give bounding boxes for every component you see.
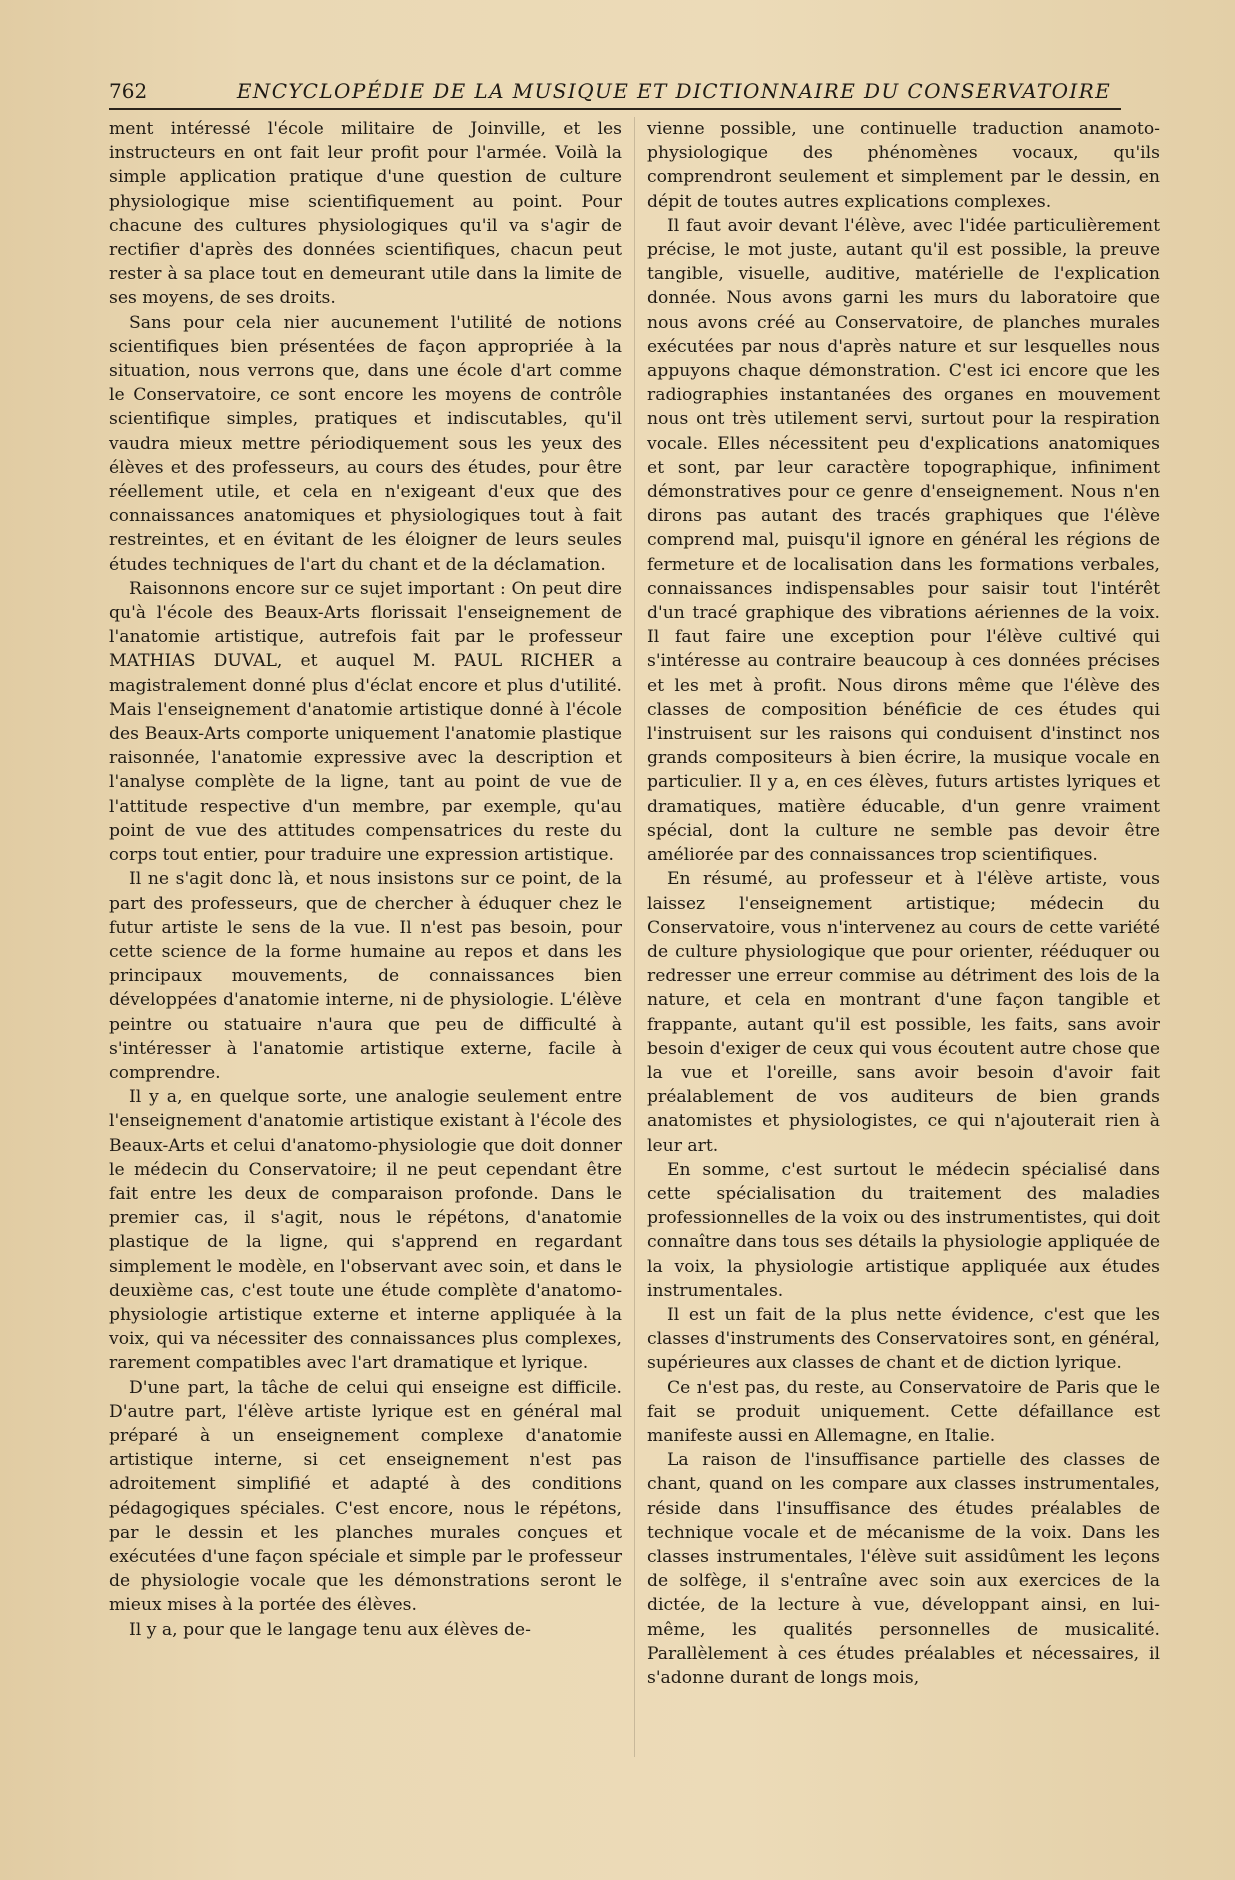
paragraph: En somme, c'est surtout le médecin spécialisé dans cette spécialisation du traitement des maladies professionnelles de la voix ou des instrumentistes, qui doit connaître dans tous ses détails la physiologie appliquée de la voix, la physiologie artistique appliquée aux études instrumentales. bbox=[647, 1159, 1160, 1301]
running-title: ENCYCLOPÉDIE DE LA MUSIQUE ET DICTIONNAIRE DU CONSERVATOIRE bbox=[236, 79, 1112, 103]
running-header bbox=[109, 78, 1121, 110]
paragraph: D'une part, la tâche de celui qui enseigne est difficile. D'autre part, l'élève artiste lyrique est en général mal préparé à un enseignement complexe d'anatomie artistique interne, si cet enseignement n'est pas adroitement simplifié et adapté à des conditions pédagogiques spéciales. C'est encore, nous le répétons, par le dessin et les planches murales conçues et exécutées d'une façon spéciale et simple par le professeur de physiologie vocale que les démonstrations seront le mieux mises à la portée des élèves. bbox=[109, 1377, 622, 1616]
left-column bbox=[109, 117, 622, 1642]
right-column bbox=[647, 117, 1160, 1690]
paragraph: En résumé, au professeur et à l'élève artiste, vous laissez l'enseignement artistique; médecin du Conservatoire, vous n'intervenez au cours de cette variété de culture physiologique que pour orienter, rééduquer ou redresser une erreur commise au détriment des lois de la nature, et cela en montrant d'une façon tangible et frappante, autant qu'il est possible, les faits, sans avoir besoin d'exiger de ceux qui vous écoutent autre chose que la vue et l'oreille, sans avoir besoin d'avoir fait préalablement de vos auditeurs de bien grands anatomistes et physiologistes, ce qui n'ajouterait rien à leur art. bbox=[647, 869, 1160, 1156]
paragraph: Raisonnons encore sur ce sujet important : On peut dire qu'à l'école des Beaux-Arts florissait l'enseignement de l'anatomie artistique, autrefois fait par le professeur MATHIAS DUVAL, et auquel M. PAUL RICHER a magistralement donné plus d'éclat encore et plus d'utilité. Mais l'enseignement d'anatomie artistique donné à l'école des Beaux-Arts comporte uniquement l'anatomie plastique raisonnée, l'anatomie expressive avec la description et l'analyse complète de la ligne, tant au point de vue de l'attitude respective d'un membre, par exemple, qu'au point de vue des attitudes compensatrices du reste du corps tout entier, pour traduire une expression artistique. bbox=[109, 578, 622, 866]
paragraph: Sans pour cela nier aucunement l'utilité de notions scientifiques bien présentées de façon appropriée à la situation, nous verrons que, dans une école d'art comme le Conservatoire, ce sont encore les moyens de contrôle scientifique simples, pratiques et indiscutables, qu'il vaudra mieux mettre périodiquement sous les yeux des élèves et des professeurs, au cours des études, pour être réellement utile, et cela en n'exigeant d'eux que des connaissances anatomiques et physiologiques tout à fait restreintes, et en évitant de les éloigner de leurs seules études techniques de l'art du chant et de la déclamation. bbox=[109, 312, 622, 575]
paragraph: Il est un fait de la plus nette évidence, c'est que les classes d'instruments des Conservatoires sont, en général, supérieures aux classes de chant et de diction lyrique. bbox=[647, 1304, 1160, 1374]
paragraph: Il y a, pour que le langage tenu aux élèves de- bbox=[129, 1619, 531, 1640]
column-divider bbox=[634, 117, 635, 1757]
paragraph: La raison de l'insuffisance partielle des classes de chant, quand on les compare aux classes instrumentales, réside dans l'insuffisance des études préalables de technique vocale et de mécanisme de la voix. Dans les classes instrumentales, l'élève suit assidûment les leçons de solfège, il s'entraîne avec soin aux exercices de la dictée, de la lecture à vue, développant ainsi, en lui-même, les qualités personnelles de musicalité. Parallèlement à ces études préalables et nécessaires, il s'adonne durant de longs mois, bbox=[647, 1450, 1160, 1688]
paragraph: Il ne s'agit donc là, et nous insistons sur ce point, de la part des professeurs, que de chercher à éduquer chez le futur artiste le sens de la vue. Il n'est pas besoin, pour cette science de la forme humaine au repos et dans les principaux mouvements, de connaissances bien développées d'anatomie interne, ni de physiologie. L'élève peintre ou statuaire n'aura que peu de difficulté à s'intéresser à l'anatomie artistique externe, facile à comprendre. bbox=[109, 869, 622, 1083]
paragraph: vienne possible, une continuelle traduction anamoto-physiologique des phénomènes vocaux, qu'ils comprendront seulement et simplement par le dessin, en dépit de toutes autres explications complexes. bbox=[647, 119, 1160, 212]
paragraph: ment intéressé l'école militaire de Joinville, et les instructeurs en ont fait leur profit pour l'armée. Voilà la simple application pratique d'une question de culture physiologique mise scientifiquement au point. Pour chacune des cultures physiologiques qu'il va s'agir de rectifier d'après des données scientifiques, chacun peut rester à sa place tout en demeurant utile dans la limite de ses moyens, de ses droits. bbox=[109, 119, 622, 309]
paragraph: Ce n'est pas, du reste, au Conservatoire de Paris que le fait se produit uniquement. Cette défaillance est manifeste aussi en Allemagne, en Italie. bbox=[647, 1377, 1160, 1446]
paragraph: Il faut avoir devant l'élève, avec l'idée particulièrement précise, le mot juste, autant qu'il est possible, la preuve tangible, visuelle, auditive, matérielle de l'explication donnée. Nous avons garni les murs du laboratoire que nous avons créé au Conservatoire, de planches murales exécutées par nous d'après nature et sur lesquelles nous appuyons chaque démonstration. C'est ici encore que les radiographies instantanées des organes en mouvement nous ont très utilement servi, surtout pour la respiration vocale. Elles nécessitent peu d'explications anatomiques et sont, par leur caractère topographique, infiniment démonstratives pour ce genre d'enseignement. Nous n'en dirons pas autant des tracés graphiques que l'élève comprend mal, puisqu'il ignore en général les régions de fermeture et de localisation dans les formations verbales, connaissances indispensables pour saisir tout l'intérêt d'un tracé graphique des vibrations aériennes de la voix. Il faut faire une exception pour l'élève cultivé qui s'intéresse au contraire beaucoup à ces données précises et les met à profit. Nous dirons même que l'élève des classes de composition bénéficie de ces études qui l'instruisent sur les raisons qui conduisent d'instinct nos grands compositeurs à bien écrire, la musique vocale en particulier. Il y a, en ces élèves, futurs artistes lyriques et dramatiques, matière éducable, d'un genre vraiment spécial, dont la culture ne semble pas devoir être améliorée par des connaissances trop scientifiques. bbox=[647, 215, 1160, 866]
page-number: 762 bbox=[109, 79, 148, 103]
paragraph: Il y a, en quelque sorte, une analogie seulement entre l'enseignement d'anatomie artistique existant à l'école des Beaux-Arts et celui d'anatomo-physiologie que doit donner le médecin du Conservatoire; il ne peut cependant être fait entre les deux de comparaison profonde. Dans le premier cas, il s'agit, nous le répétons, d'anatomie plastique de la ligne, qui s'apprend en regardant simplement le modèle, en l'observant avec soin, et dans le deuxième cas, c'est toute une étude complète d'anatomo-physiologie artistique externe et interne appliquée à la voix, qui va nécessiter des connaissances plus complexes, rarement compatibles avec l'art dramatique et lyrique. bbox=[109, 1087, 622, 1374]
